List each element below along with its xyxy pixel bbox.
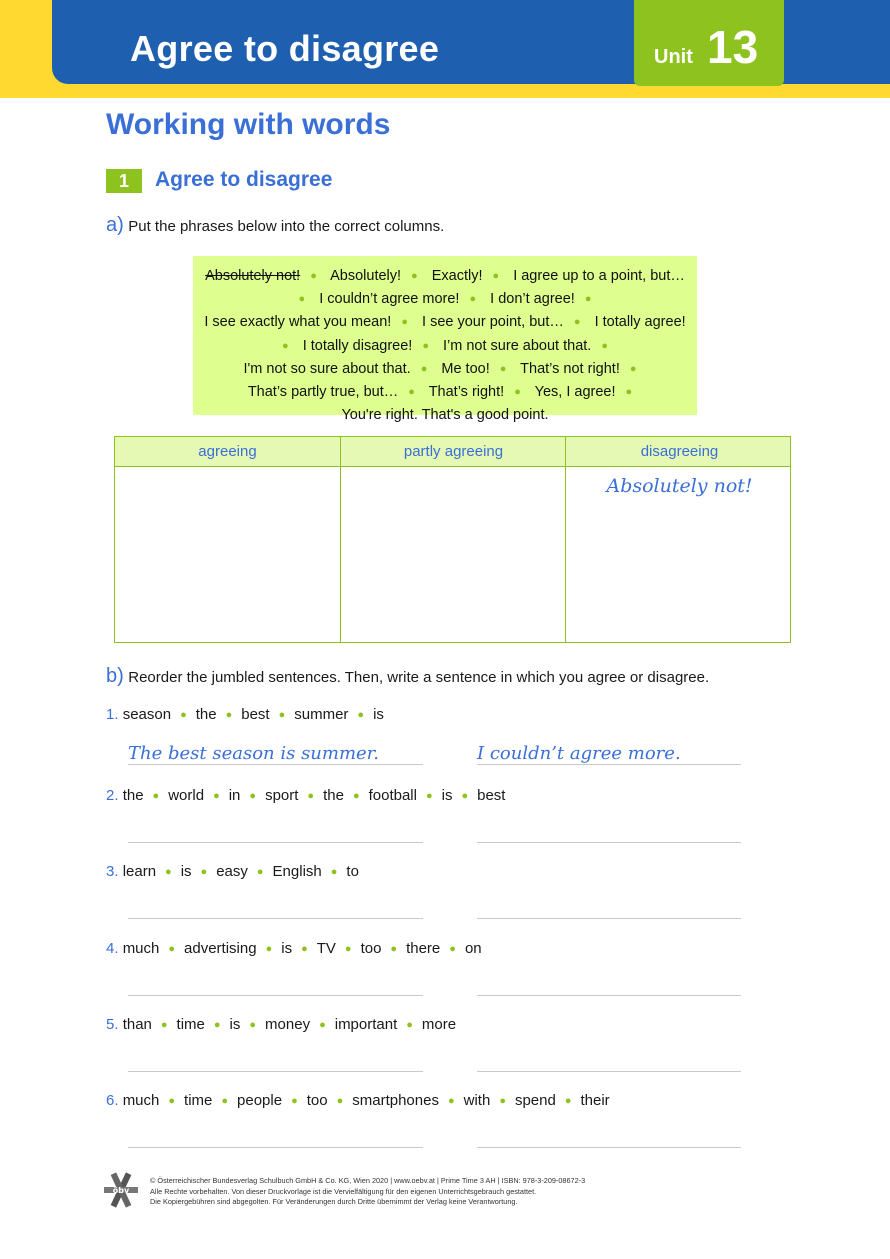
- bullet-dot-icon: ●: [265, 943, 273, 955]
- jumbled-word: spend: [514, 1092, 556, 1109]
- jumbled-item-2: [106, 787, 505, 804]
- jumbled-word: learn: [122, 863, 157, 880]
- phrase-item: I couldn’t agree more!: [319, 291, 460, 308]
- jumbled-word: is: [281, 940, 293, 957]
- bullet-dot-icon: ●: [336, 1095, 344, 1107]
- phrase-item: That’s partly true, but…: [247, 384, 399, 401]
- jumbled-word: best: [241, 706, 270, 723]
- bullet-dot-icon: ●: [249, 1019, 257, 1031]
- phrase-item: Yes, I agree!: [534, 384, 616, 401]
- column-divider: [565, 437, 566, 642]
- jumbled-item-4: [106, 940, 482, 957]
- sorting-table: [114, 436, 791, 643]
- bullet-dot-icon: ●: [449, 943, 456, 955]
- phrase-item: I see exactly what you mean!: [204, 314, 392, 331]
- bullet-dot-icon: ●: [213, 1019, 221, 1031]
- oebv-logo-icon: [104, 1172, 138, 1208]
- response-line[interactable]: [477, 918, 741, 919]
- bullet-dot-icon: ●: [629, 362, 637, 375]
- part-b-instruction: Reorder the jumbled sentences. Then, write a sentence in which you agree or disagree.: [128, 669, 710, 686]
- bullet-dot-icon: ●: [168, 943, 176, 955]
- bullet-dot-icon: ●: [310, 270, 317, 282]
- bullet-dot-icon: ●: [330, 866, 338, 878]
- bullet-dot-icon: ●: [514, 386, 521, 399]
- jumbled-word: easy: [216, 863, 248, 880]
- jumbled-word: is: [229, 1016, 241, 1033]
- bullet-dot-icon: ●: [584, 293, 592, 306]
- bullet-dot-icon: ●: [564, 1095, 572, 1107]
- part-a-instruction: Put the phrases below into the correct columns.: [128, 218, 445, 235]
- bullet-dot-icon: ●: [625, 386, 633, 399]
- item-number: 4.: [106, 940, 119, 957]
- bullet-dot-icon: ●: [447, 1095, 455, 1107]
- answer-line[interactable]: [128, 918, 423, 919]
- bullet-dot-icon: ●: [225, 709, 233, 721]
- jumbled-word: sport: [265, 787, 299, 804]
- jumbled-word: is: [441, 787, 453, 804]
- bullet-dot-icon: ●: [422, 339, 429, 352]
- item-number: 5.: [106, 1016, 119, 1033]
- phrase-item: Absolutely!: [330, 268, 402, 284]
- jumbled-word: English: [272, 863, 322, 880]
- column-divider: [340, 437, 341, 642]
- logo-text: öbv: [112, 1186, 130, 1195]
- bullet-dot-icon: ●: [168, 1095, 176, 1107]
- bullet-dot-icon: ●: [469, 293, 477, 306]
- jumbled-word: too: [360, 940, 382, 957]
- unit-number: 13: [707, 21, 759, 73]
- phrase-item: I totally disagree!: [302, 337, 413, 354]
- jumbled-word: people: [237, 1092, 283, 1109]
- answer-line[interactable]: [128, 842, 423, 843]
- part-b-instruction-row: [106, 665, 709, 688]
- answer-line[interactable]: [128, 1071, 423, 1072]
- jumbled-word: with: [463, 1092, 491, 1109]
- jumbled-word: much: [122, 940, 160, 957]
- jumbled-word: there: [406, 940, 441, 957]
- jumbled-word: the: [323, 787, 344, 804]
- bullet-dot-icon: ●: [221, 1095, 229, 1107]
- bullet-dot-icon: ●: [282, 339, 289, 352]
- bullet-dot-icon: ●: [499, 1095, 506, 1107]
- phrase-box: [193, 256, 697, 424]
- jumbled-word: summer: [294, 706, 349, 723]
- bullet-dot-icon: ●: [411, 270, 418, 282]
- bullet-dot-icon: ●: [406, 1019, 413, 1031]
- bullet-dot-icon: ●: [344, 943, 352, 955]
- response-line[interactable]: [477, 764, 741, 765]
- bullet-dot-icon: ●: [408, 386, 415, 399]
- phrase-item: That’s not right!: [520, 360, 620, 377]
- column-header-agreeing: agreeing: [198, 443, 257, 460]
- column-header-disagreeing: disagreeing: [640, 443, 719, 460]
- column-header-partly-agreeing: partly agreeing: [403, 443, 504, 460]
- jumbled-item-1: [106, 706, 384, 723]
- answer-sentence-1: The best season is summer.: [128, 743, 380, 764]
- footer-line: © Österreichischer Bundesverlag Schulbuch GmbH & Co. KG, Wien 2020 | www.oebv.at | Prime Time 3 AH | ISBN: 978-3-209-08672-3: [150, 1176, 586, 1185]
- jumbled-word: much: [122, 1092, 160, 1109]
- jumbled-item-6: [106, 1092, 610, 1109]
- bullet-dot-icon: ●: [256, 866, 264, 878]
- item-number: 3.: [106, 863, 119, 880]
- jumbled-word: too: [306, 1092, 328, 1109]
- phrase-item: I'm not so sure about that.: [243, 360, 411, 377]
- phrase-item: Exactly!: [431, 268, 483, 284]
- phrase-item: I totally agree!: [594, 314, 686, 331]
- part-a-letter: a): [106, 214, 124, 236]
- footer-line: Die Kopiergebühren sind abgegolten. Für Veränderungen durch Dritte übernimmt der Verlag keine Verantwortung.: [150, 1197, 518, 1207]
- jumbled-item-3: [106, 863, 359, 880]
- bullet-dot-icon: ●: [425, 790, 433, 802]
- unit-label: Unit: [654, 46, 693, 68]
- phrase-item: That’s right!: [428, 384, 505, 401]
- bullet-dot-icon: ●: [601, 339, 608, 352]
- response-line[interactable]: [477, 1147, 741, 1148]
- item-number: 6.: [106, 1092, 119, 1109]
- bullet-dot-icon: ●: [420, 362, 428, 375]
- section-title: Working with words: [106, 108, 391, 141]
- jumbled-word: money: [265, 1016, 311, 1033]
- answer-line[interactable]: [128, 764, 423, 765]
- phrase-item: I agree up to a point, but…: [513, 268, 685, 284]
- bullet-dot-icon: ●: [401, 316, 408, 329]
- jumbled-word: football: [368, 787, 417, 804]
- jumbled-word: TV: [316, 940, 336, 957]
- bullet-dot-icon: ●: [357, 709, 365, 721]
- bullet-dot-icon: ●: [461, 790, 469, 802]
- phrase-item: You're right. That's a good point.: [341, 407, 549, 424]
- jumbled-word: important: [334, 1016, 398, 1033]
- jumbled-word: the: [195, 706, 217, 723]
- bullet-dot-icon: ●: [573, 316, 581, 329]
- jumbled-word: on: [464, 940, 482, 957]
- footer-copyright: [150, 1176, 585, 1208]
- jumbled-word: advertising: [184, 940, 257, 957]
- part-a-instruction-row: [106, 214, 444, 237]
- answer-line[interactable]: [128, 995, 423, 996]
- bullet-dot-icon: ●: [200, 866, 208, 878]
- bullet-dot-icon: ●: [301, 943, 308, 955]
- item-number: 1.: [106, 706, 119, 723]
- item-number: 2.: [106, 787, 119, 804]
- exercise-number: 1: [106, 169, 142, 193]
- phrase-item: I’m not sure about that.: [443, 337, 592, 354]
- jumbled-word: the: [122, 787, 144, 804]
- jumbled-word: than: [122, 1016, 152, 1033]
- response-line[interactable]: [477, 995, 741, 996]
- bullet-dot-icon: ●: [152, 790, 160, 802]
- jumbled-item-5: [106, 1016, 456, 1033]
- bullet-dot-icon: ●: [213, 790, 220, 802]
- jumbled-word: in: [228, 787, 241, 804]
- jumbled-word: world: [168, 787, 205, 804]
- bullet-dot-icon: ●: [249, 790, 257, 802]
- response-sentence-1: I couldn’t agree more.: [477, 743, 681, 764]
- jumbled-word: season: [122, 706, 172, 723]
- jumbled-word: smartphones: [352, 1092, 439, 1109]
- response-line[interactable]: [477, 842, 741, 843]
- exercise-title: Agree to disagree: [155, 168, 333, 191]
- bullet-dot-icon: ●: [180, 709, 187, 721]
- bullet-dot-icon: ●: [291, 1095, 298, 1107]
- response-line[interactable]: [477, 1071, 741, 1072]
- bullet-dot-icon: ●: [160, 1019, 168, 1031]
- page-title: Agree to disagree: [130, 28, 440, 69]
- phrase-item: I don’t agree!: [490, 291, 575, 308]
- example-entry: Absolutely not!: [606, 475, 753, 497]
- bullet-dot-icon: ●: [499, 362, 507, 375]
- bullet-dot-icon: ●: [492, 270, 500, 282]
- jumbled-word: is: [373, 706, 384, 723]
- phrase-item: Me too!: [441, 360, 490, 377]
- jumbled-word: time: [184, 1092, 213, 1109]
- bullet-dot-icon: ●: [307, 790, 315, 802]
- answer-line[interactable]: [128, 1147, 423, 1148]
- bullet-dot-icon: ●: [352, 790, 360, 802]
- jumbled-word: their: [580, 1092, 610, 1109]
- bullet-dot-icon: ●: [298, 293, 306, 306]
- jumbled-word: is: [180, 863, 192, 880]
- jumbled-word: more: [421, 1016, 457, 1033]
- jumbled-word: to: [346, 863, 359, 880]
- jumbled-word: best: [477, 787, 506, 804]
- bullet-dot-icon: ●: [390, 943, 398, 955]
- bullet-dot-icon: ●: [165, 866, 172, 878]
- bullet-dot-icon: ●: [319, 1019, 326, 1031]
- jumbled-word: time: [176, 1016, 205, 1033]
- header-blue-band-right: [780, 0, 890, 74]
- phrase-item: Absolutely not!: [205, 268, 301, 284]
- bullet-dot-icon: ●: [278, 709, 286, 721]
- phrase-item: I see your point, but…: [422, 314, 564, 331]
- part-b-letter: b): [106, 665, 124, 687]
- footer-line: Alle Rechte vorbehalten. Von dieser Druckvorlage ist die Vervielfältigung für den eigenen Unterrichtsgebrauch gestattet.: [150, 1186, 537, 1196]
